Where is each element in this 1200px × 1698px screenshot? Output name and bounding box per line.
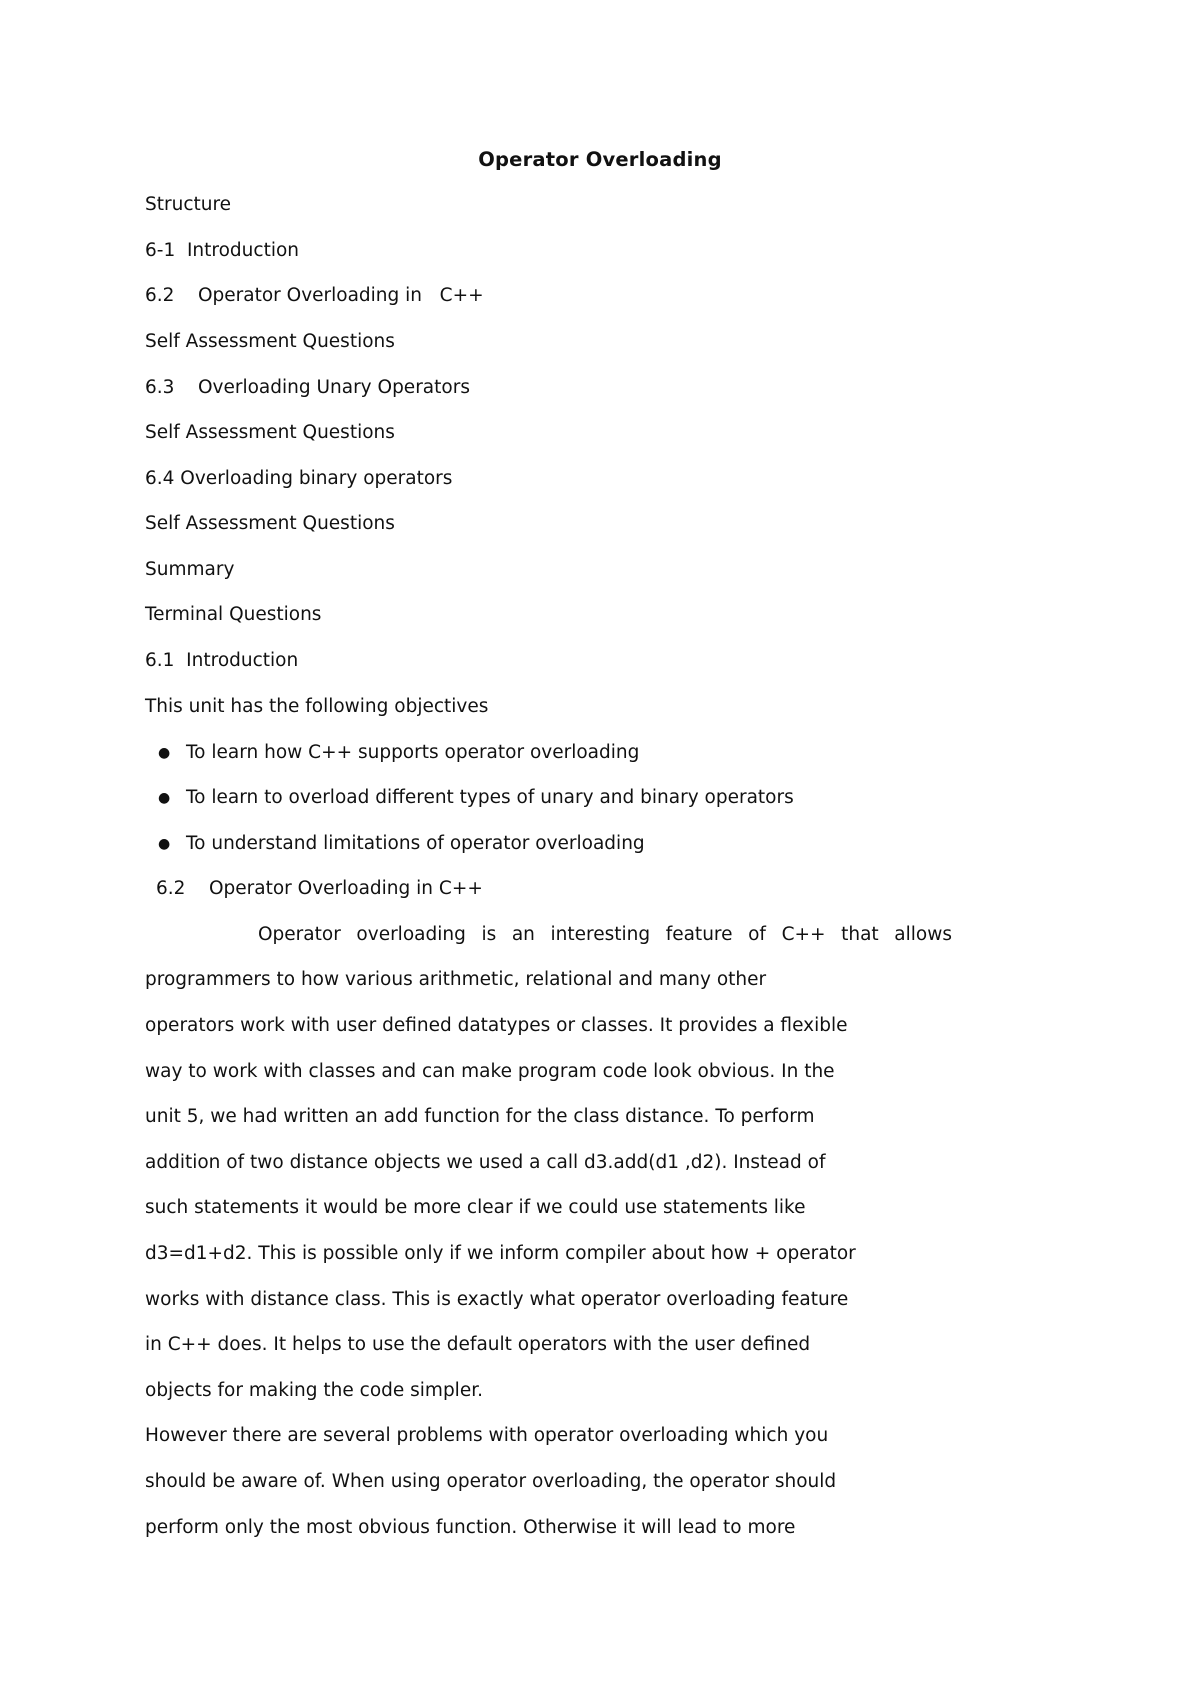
toc-item: Self Assessment Questions <box>145 422 395 443</box>
toc-item: 6.4 Overloading binary operators <box>145 468 453 489</box>
toc-item: Summary <box>145 559 235 580</box>
toc-item: Structure <box>145 194 232 215</box>
bullet-icon: ● <box>158 836 171 852</box>
word: allows <box>894 924 952 945</box>
bullet-icon: ● <box>158 790 171 806</box>
toc-item: Terminal Questions <box>145 604 322 625</box>
word: that <box>841 924 879 945</box>
word: Operator <box>258 924 341 945</box>
toc-item: 6.2 Operator Overloading in C++ <box>145 285 484 306</box>
paragraph-line: operators work with user defined datatypes or classes. It provides a flexible <box>145 1015 848 1036</box>
paragraph-line: works with distance class. This is exactly what operator overloading feature <box>145 1289 849 1310</box>
bullet-icon: ● <box>158 745 171 761</box>
paragraph-line: perform only the most obvious function. Otherwise it will lead to more <box>145 1517 796 1538</box>
toc-item: 6-1 Introduction <box>145 240 300 261</box>
page-title: Operator Overloading <box>478 148 722 171</box>
paragraph-line: unit 5, we had written an add function for the class distance. To perform <box>145 1106 815 1127</box>
toc-item: 6.3 Overloading Unary Operators <box>145 377 470 398</box>
word: an <box>511 924 535 945</box>
word: C++ <box>781 924 826 945</box>
paragraph-line: in C++ does. It helps to use the default operators with the user defined <box>145 1334 811 1355</box>
paragraph-line: objects for making the code simpler. <box>145 1380 483 1401</box>
paragraph-line: way to work with classes and can make program code look obvious. In the <box>145 1061 835 1082</box>
paragraph-line: such statements it would be more clear if we could use statements like <box>145 1197 806 1218</box>
objective-item: To learn to overload different types of unary and binary operators <box>186 787 794 808</box>
paragraph-line: addition of two distance objects we used a call d3.add(d1 ,d2). Instead of <box>145 1152 826 1173</box>
toc-item: Self Assessment Questions <box>145 513 395 534</box>
toc-item: Self Assessment Questions <box>145 331 395 352</box>
paragraph-first-line <box>258 923 952 947</box>
objective-item: To learn how C++ supports operator overloading <box>186 742 640 763</box>
word: is <box>481 924 497 945</box>
paragraph-line: However there are several problems with operator overloading which you <box>145 1425 829 1446</box>
word: interesting <box>550 924 651 945</box>
objectives-intro: This unit has the following objectives <box>145 696 489 717</box>
paragraph-line: d3=d1+d2. This is possible only if we inform compiler about how + operator <box>145 1243 856 1264</box>
section-heading-operator-overloading: 6.2 Operator Overloading in C++ <box>156 878 483 899</box>
word: overloading <box>356 924 466 945</box>
paragraph-line: programmers to how various arithmetic, relational and many other <box>145 969 767 990</box>
word: of <box>748 924 766 945</box>
word: feature <box>665 924 733 945</box>
paragraph-line: should be aware of. When using operator overloading, the operator should <box>145 1471 837 1492</box>
objective-item: To understand limitations of operator overloading <box>186 833 645 854</box>
section-heading-introduction: 6.1 Introduction <box>145 650 299 671</box>
